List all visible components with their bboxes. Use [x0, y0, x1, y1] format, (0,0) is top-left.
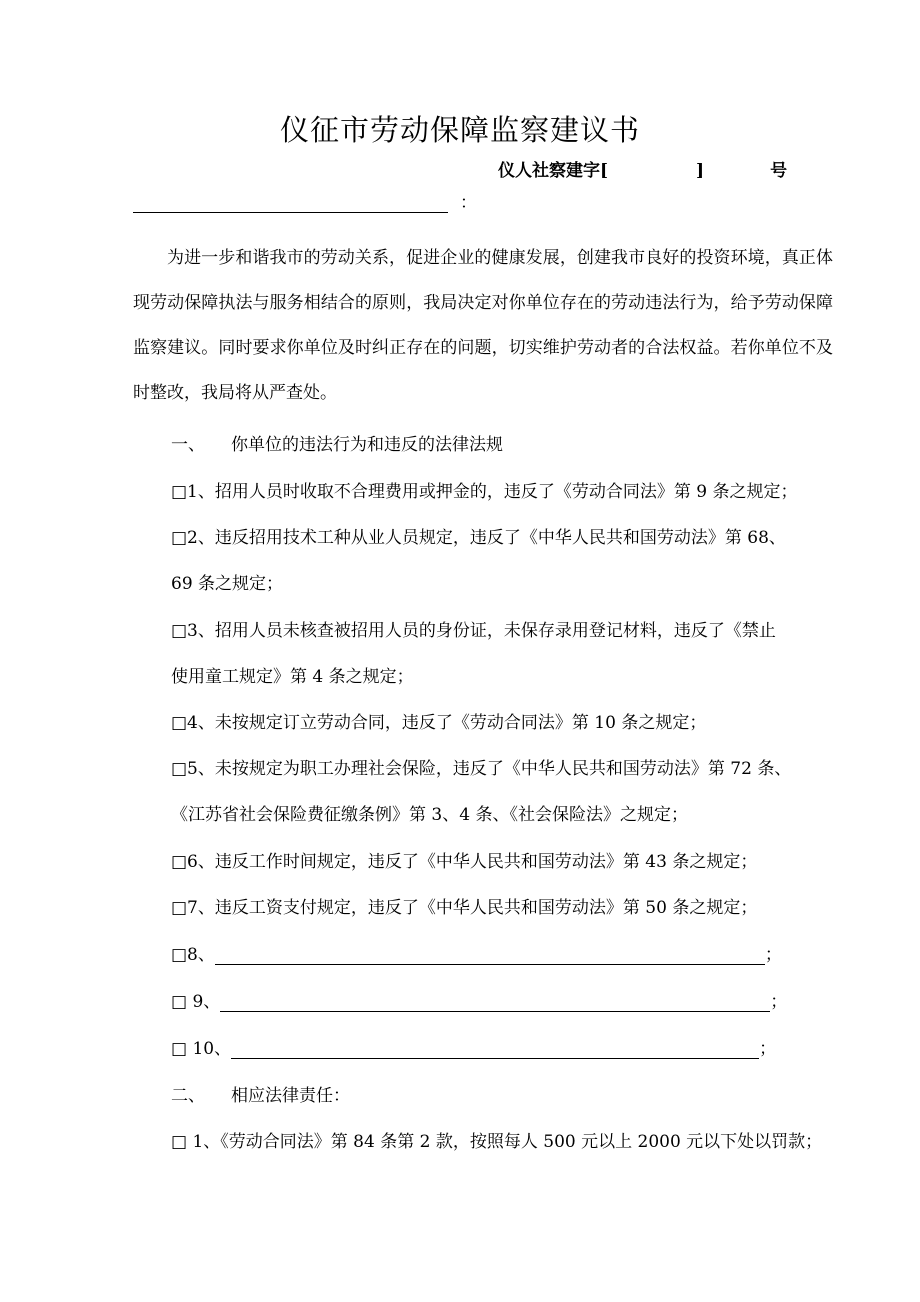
- fill-in-blank: [220, 991, 770, 1012]
- blank-item-label: □ 10、: [171, 1039, 232, 1059]
- intro-paragraph: 为进一步和谐我市的劳动关系，促进企业的健康发展，创建我市良好的投资环境，真正体现劳动保障执法与服务相结合的原则，我局决定对你单位存在的劳动违法行为，给予劳动保障监察建议。同时要求你单位及时纠正存在的问题，切实维护劳动者的合法权益。若你单位不及时整改，我局将从严查处。: [133, 248, 833, 403]
- section-title: 相应法律责任：: [231, 1086, 350, 1106]
- doc-number-suffix: 号: [770, 161, 788, 181]
- violation-item: □7、违反工资支付规定，违反了《中华人民共和国劳动法》第 50 条之规定；: [171, 898, 758, 918]
- recipient-line: [133, 188, 477, 213]
- violation-item: □1、招用人员时收取不合理费用或押金的，违反了《劳动合同法》第 9 条之规定；: [171, 482, 798, 502]
- blank-item-label: □8、: [171, 945, 215, 965]
- blank-item-end: ；: [759, 1039, 777, 1059]
- section-heading-1: [171, 430, 503, 455]
- document-title: 仪征市劳动保障监察建议书: [279, 113, 640, 147]
- violation-item: □2、违反招用技术工种从业人员规定，违反了《中华人民共和国劳动法》第 68、: [171, 528, 786, 548]
- liability-item: □ 1、《劳动合同法》第 84 条第 2 款，按照每人 500 元以上 2000 元以下处以罚款；: [171, 1132, 823, 1152]
- violation-item: □6、违反工作时间规定，违反了《中华人民共和国劳动法》第 43 条之规定；: [171, 852, 758, 872]
- document-number: [498, 156, 787, 181]
- violation-item-continued: 使用童工规定》第 4 条之规定；: [171, 667, 414, 687]
- blank-violation-item: [171, 1034, 776, 1059]
- doc-number-bracket: ]: [696, 161, 705, 181]
- violation-item-continued: 69 条之规定；: [171, 574, 284, 594]
- recipient-colon: ：: [460, 193, 477, 213]
- section-number: 二、: [171, 1086, 205, 1106]
- section-number: 一、: [171, 435, 205, 455]
- blank-item-end: ；: [770, 992, 788, 1012]
- fill-in-blank: [215, 944, 765, 965]
- blank-violation-item: [171, 940, 782, 965]
- section-heading-2: [171, 1081, 350, 1106]
- violation-item: □4、未按规定订立劳动合同，违反了《劳动合同法》第 10 条之规定；: [171, 713, 707, 733]
- doc-number-prefix: 仪人社察建字[: [498, 161, 609, 181]
- violation-item-continued: 《江苏省社会保险费征缴条例》第 3、4 条、《社会保险法》之规定；: [171, 805, 688, 825]
- blank-item-label: □ 9、: [171, 992, 221, 1012]
- violation-item: □5、未按规定为职工办理社会保险，违反了《中华人民共和国劳动法》第 72 条、: [171, 759, 792, 779]
- blank-item-end: ；: [764, 945, 782, 965]
- fill-in-blank: [231, 1038, 759, 1059]
- section-title: 你单位的违法行为和违反的法律法规: [231, 435, 503, 455]
- blank-violation-item: [171, 987, 787, 1012]
- recipient-blank: [133, 192, 448, 213]
- violation-item: □3、招用人员未核查被招用人员的身份证，未保存录用登记材料，违反了《禁止: [171, 621, 776, 641]
